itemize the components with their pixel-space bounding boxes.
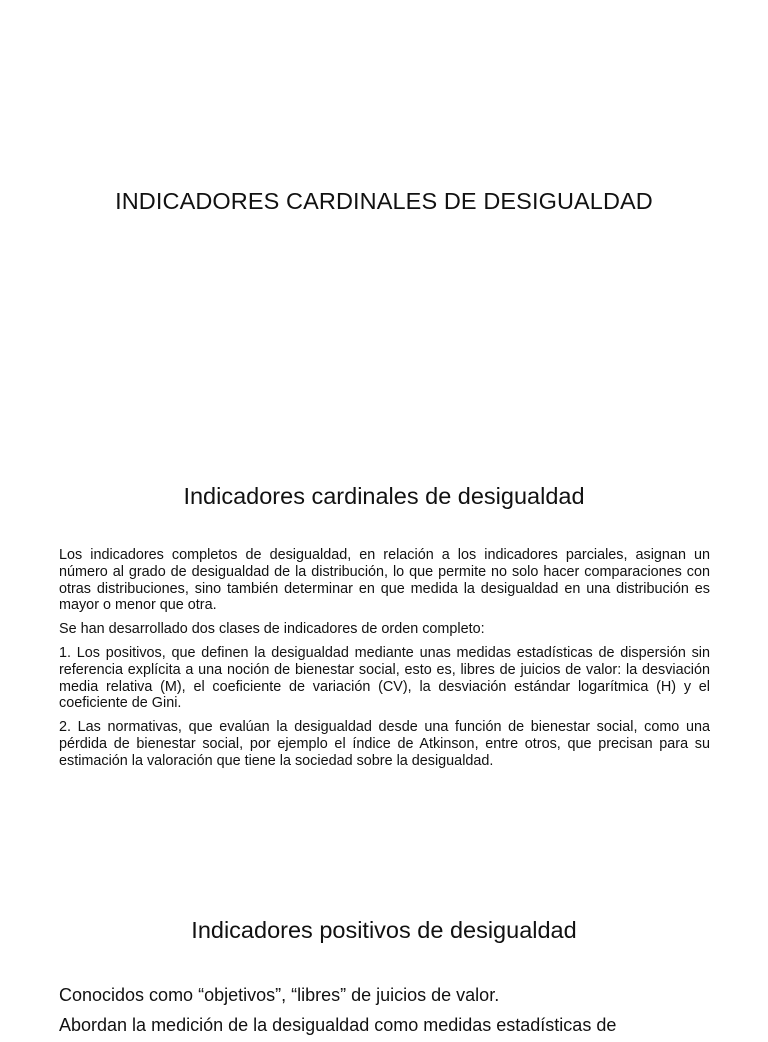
paragraph-intro: Los indicadores completos de desigualdad, en relación a los indicadores parciales, asignan un número al grado de desigualdad de la distribución, lo que permite no solo hacer comparaciones con otras distribuciones, sino también determinar en que medida la desigualdad en una distribución es mayor o menor que otra. [59, 547, 710, 614]
paragraph-positive: 1. Los positivos, que definen la desigualdad mediante unas medidas estadísticas de dispersión sin referencia explícita a una noción de bienestar social, esto es, libres de juicios de valor: la desviación media relativa (M), el coeficiente de variación (CV), la desviación estándar logarítmica (H) y el coeficiente de Gini. [59, 644, 710, 712]
paragraph-normative: 2. Las normativas, que evalúan la desigualdad desde una función de bienestar social, como una pérdida de bienestar social, por ejemplo el índice de Atkinson, entre otros, que precisan para su estimación la valoración que tiene la sociedad sobre la desigualdad. [59, 719, 710, 769]
slide-body [59, 982, 739, 1042]
slide-heading: Indicadores positivos de desigualdad [191, 917, 577, 943]
slide-cardinal-indicators [0, 432, 768, 864]
document-title: INDICADORES CARDINALES DE DESIGUALDAD [115, 188, 653, 214]
paragraph-approach: Abordan la medición de la desigualdad como medidas estadísticas de [59, 1015, 617, 1035]
slide-title-page [0, 0, 768, 432]
slide-positive-indicators [0, 864, 768, 1035]
slide-heading: Indicadores cardinales de desigualdad [183, 483, 585, 509]
paragraph-known-as: Conocidos como “objetivos”, “libres” de juicios de valor. [59, 985, 500, 1005]
slide-body [59, 547, 710, 777]
paragraph-classes: Se han desarrollado dos clases de indicadores de orden completo: [59, 621, 485, 638]
